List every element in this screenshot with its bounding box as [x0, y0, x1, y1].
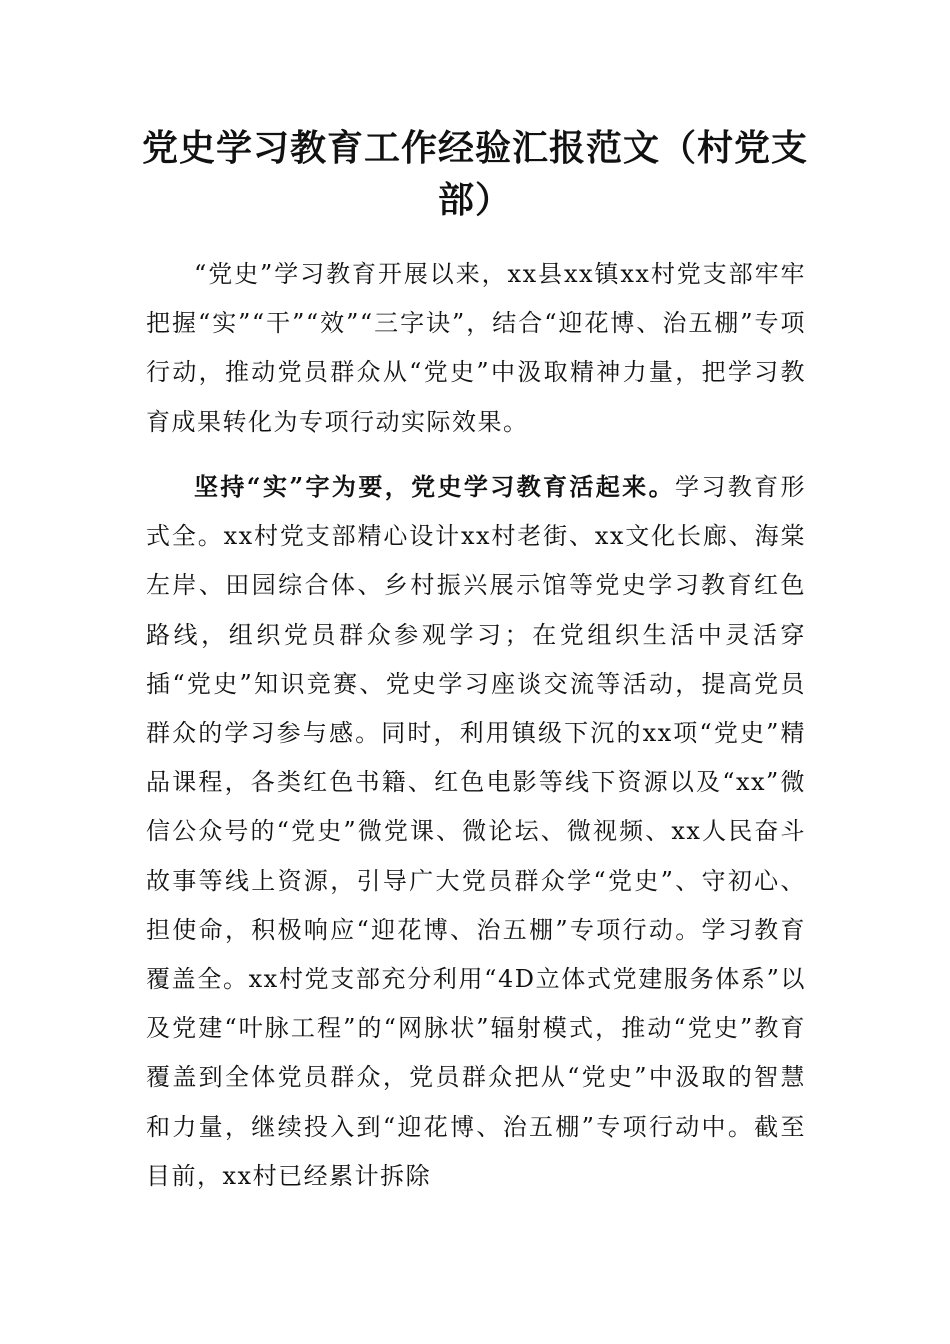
- paragraph-lead-heading: 坚持“实”字为要，党史学习教育活起来。: [194, 472, 675, 501]
- body-paragraph-section-one: [146, 462, 806, 1201]
- paragraph-text: 学习教育形式全。xx村党支部精心设计xx村老街、xx文化长廊、海棠左岸、田园综合体、乡村振兴展示馆等党史学习教育红色路线，组织党员群众参观学习；在党组织生活中灵活穿插“党史”知识竞赛、党史学习座谈交流等活动，提高党员群众的学习参与感。同时，利用镇级下沉的xx项“党史”精品课程，各类红色书籍、红色电影等线下资源以及“xx”微信公众号的“党史”微党课、微论坛、微视频、xx人民奋斗故事等线上资源，引导广大党员群众学“党史”、守初心、担使命，积极响应“迎花博、治五棚”专项行动。学习教育覆盖全。xx村党支部充分利用“4D立体式党建服务体系”以及党建“叶脉工程”的“网脉状”辐射模式，推动“党史”教育覆盖到全体党员群众，党员群众把从“党史”中汲取的智慧和力量，继续投入到“迎花博、治五棚”专项行动中。截至目前，xx村已经累计拆除: [146, 473, 806, 1190]
- document-title: 党史学习教育工作经验汇报范文（村党支部）: [141, 127, 808, 221]
- paragraph-body: [146, 462, 806, 1201]
- body-paragraph-intro: [146, 250, 806, 447]
- paragraph-text: “党史”学习教育开展以来，xx县xx镇xx村党支部牢牢把握“实”“干”“效”“三字诀”，结合“迎花博、治五棚”专项行动，推动党员群众从“党史”中汲取精神力量，把学习教育成果转化为专项行动实际效果。: [146, 260, 806, 436]
